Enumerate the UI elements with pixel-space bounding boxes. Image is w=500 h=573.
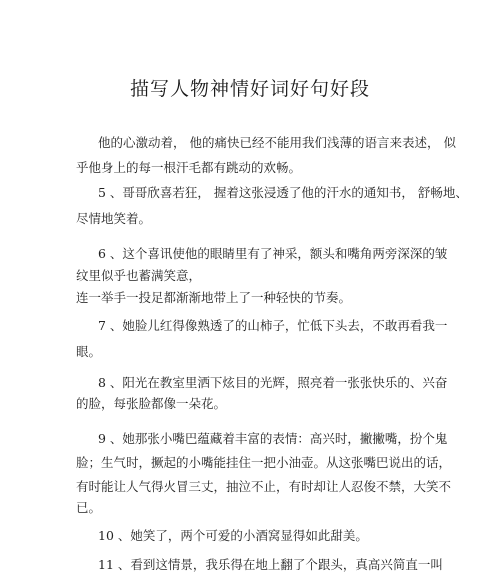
text-line: 他的心激动着， 他的痛快已经不能用我们浅薄的语言来表述， 似 xyxy=(98,135,456,150)
text-line: 7 、她脸儿红得像熟透了的山柿子，忙低下头去，不敢再看我一 xyxy=(98,318,448,333)
text-line: 有时能让人气得火冒三丈，抽泣不止，有时却让人忍俊不禁，大笑不 xyxy=(76,479,452,494)
text-line: 乎他身上的每一根汗毛都有跳动的欢畅。 xyxy=(76,160,302,175)
document-title: 描写人物神情好词好句好段 xyxy=(129,78,370,100)
text-line: 眼。 xyxy=(76,344,102,359)
text-line: 纹里似乎也蓄满笑意， xyxy=(76,268,202,283)
text-line: 的脸，每张脸都像一朵花。 xyxy=(76,396,227,411)
text-line: 10 、她笑了，两个可爱的小酒窝显得如此甜美。 xyxy=(98,528,368,543)
text-line: 11 、看到这情景，我乐得在地上翻了个跟头，真高兴简直一叫 xyxy=(98,557,443,572)
text-line: 尽情地笑着。 xyxy=(76,211,152,226)
text-line: 6 、这个喜讯使他的眼睛里有了神采，额头和嘴角两旁深深的皱 xyxy=(98,246,448,261)
text-line: 5 、哥哥欣喜若狂， 握着这张浸透了他的汗水的通知书， 舒畅地、 xyxy=(98,185,468,200)
text-line: 脸；生气时，撅起的小嘴能挂住一把小油壶。从这张嘴巴说出的话， xyxy=(76,455,452,470)
text-line: 连一举手一投足都渐渐地带上了一种轻快的节奏。 xyxy=(76,290,352,305)
text-line: 9 、她那张小嘴巴蕴藏着丰富的表情：高兴时，撇撇嘴，扮个鬼 xyxy=(98,431,448,446)
text-line: 8 、阳光在教室里洒下炫目的光辉，照亮着一张张快乐的、兴奋 xyxy=(98,375,448,390)
text-line: 已。 xyxy=(76,500,102,515)
